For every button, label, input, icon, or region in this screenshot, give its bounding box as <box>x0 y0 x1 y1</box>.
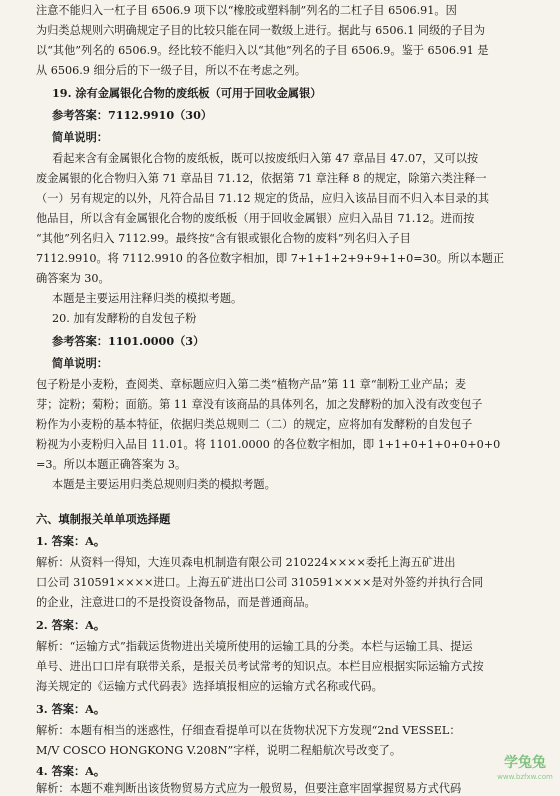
text-line: 参考答案：1101.0000（3） <box>52 334 205 348</box>
text-line: 包子粉是小麦粉，查阅类、章标题应归入第二类“植物产品”第 11 章“制粉工业产品；麦 <box>36 378 467 391</box>
text-line: 3. 答案：A。 <box>36 702 106 716</box>
text-line: 粉视为小麦粉归入品目 11.01。将 1101.0000 的各位数字相加，即 1+1+0+1+0+0+0+0 <box>36 438 501 451</box>
text-line: 本题是主要运用归类总规则归类的模拟考题。 <box>52 478 276 491</box>
text-line: 解析：“运输方式”指载运货物进出关境所使用的运输工具的分类。本栏与运输工具、提运 <box>36 640 473 653</box>
text-line: 粉作为小麦粉的基本特征，依据归类总规则二（二）的规定，应将加有发酵粉的自发包子 <box>36 418 473 431</box>
text-line: 4. 答案：A。 <box>36 764 106 778</box>
watermark-sub: www.bzfxw.com <box>497 773 553 781</box>
text-line: 看起来含有金属银化合物的废纸板，既可以按废纸归入第 47 章品目 47.07，又可以按 <box>52 152 479 165</box>
watermark-main: 学兔兔 <box>504 755 546 771</box>
text-line: 单号、进出口口岸有联带关系，是报关员考试常考的知识点。本栏目应根据实际运输方式按 <box>36 660 484 673</box>
text-line: 海关规定的《运输方式代码表》选择填报相应的运输方式名称或代码。 <box>36 680 383 693</box>
text-line: 为归类总规则六明确规定子目的比较只能在同一数级上进行。据此与 6506.1 同级的子目为 <box>36 24 486 37</box>
text-line: 19. 涂有金属银化合物的废纸板（可用于回收金属银） <box>52 86 322 100</box>
text-line: 解析：本题有相当的迷惑性，仔细查看提单可以在货物状况下方发现“2nd VESSEL： <box>36 724 461 737</box>
text-line: 参考答案：7112.9910（30） <box>52 108 213 122</box>
text-line: 从 6506.9 细分后的下一级子目，所以不在考虑之列。 <box>36 64 307 77</box>
text-line: 7112.9910。将 7112.9910 的各位数字相加，即 7+1+1+2+9+9+1+0=30。所以本题正 <box>36 252 505 265</box>
text-line: =3。所以本题正确答案为 3。 <box>36 458 187 471</box>
text-line: 芽；淀粉；菊粉；面筋。第 11 章没有该商品的具体列名，加之发酵粉的加入没有改变包子 <box>36 398 483 411</box>
text-line: 简单说明： <box>52 130 108 144</box>
text-line: 注意不能归入一杠子目 6506.9 项下以“橡胶或塑料制”列名的二杠子目 6506.91。因 <box>36 4 457 17</box>
text-line: “其他”列名归入 7112.99。最终按“含有银或银化合物的废料”列名归入子目 <box>36 232 411 245</box>
text-line: 以“其他”列名的 6506.9。经比较不能归入以“其他”列名的子目 6506.9。鉴于 6506.91 是 <box>36 44 489 57</box>
text-line: 本题是主要运用注释归类的模拟考题。 <box>52 292 243 305</box>
text-line: 他品目，所以含有金属银化合物的废纸板（用于回收金属银）应归入品目 71.12。进而按 <box>36 212 475 225</box>
text-line: 2. 答案：A。 <box>36 618 106 632</box>
text-line: 确答案为 30。 <box>36 272 110 285</box>
text-line: 解析：从资料一得知，大连贝森电机制造有限公司 210224××××委托上海五矿进出 <box>36 556 456 569</box>
text-line: M/V COSCO HONGKONG V.208N”字样，说明二程船航次号改变了。 <box>36 744 402 757</box>
text-line: 废金属银的化合物归入第 71 章品目 71.12，依据第 71 章注释 8 的规定，除第六类注释一 <box>36 172 487 185</box>
watermark-logo <box>494 754 556 788</box>
text-line: 口公司 310591××××进口。上海五矿进出口公司 310591××××是对外签约并执行合同 <box>36 576 484 589</box>
text-line: 简单说明： <box>52 356 108 370</box>
text-line: （一）另有规定的以外，凡符合品目 71.12 规定的货品，应归入该品目而不归入本目录的其 <box>36 192 490 205</box>
text-line: 六、填制报关单单项选择题 <box>36 512 171 526</box>
text-line: 20. 加有发酵粉的自发包子粉 <box>52 312 197 325</box>
text-line: 1. 答案：A。 <box>36 534 106 548</box>
text-line: 解析：本题不难判断出该货物贸易方式应为一般贸易，但要注意牢固掌握贸易方式代码 <box>36 782 462 795</box>
text-line: 的企业，注意进口的不是投资设备物品，而是普通商品。 <box>36 596 316 609</box>
